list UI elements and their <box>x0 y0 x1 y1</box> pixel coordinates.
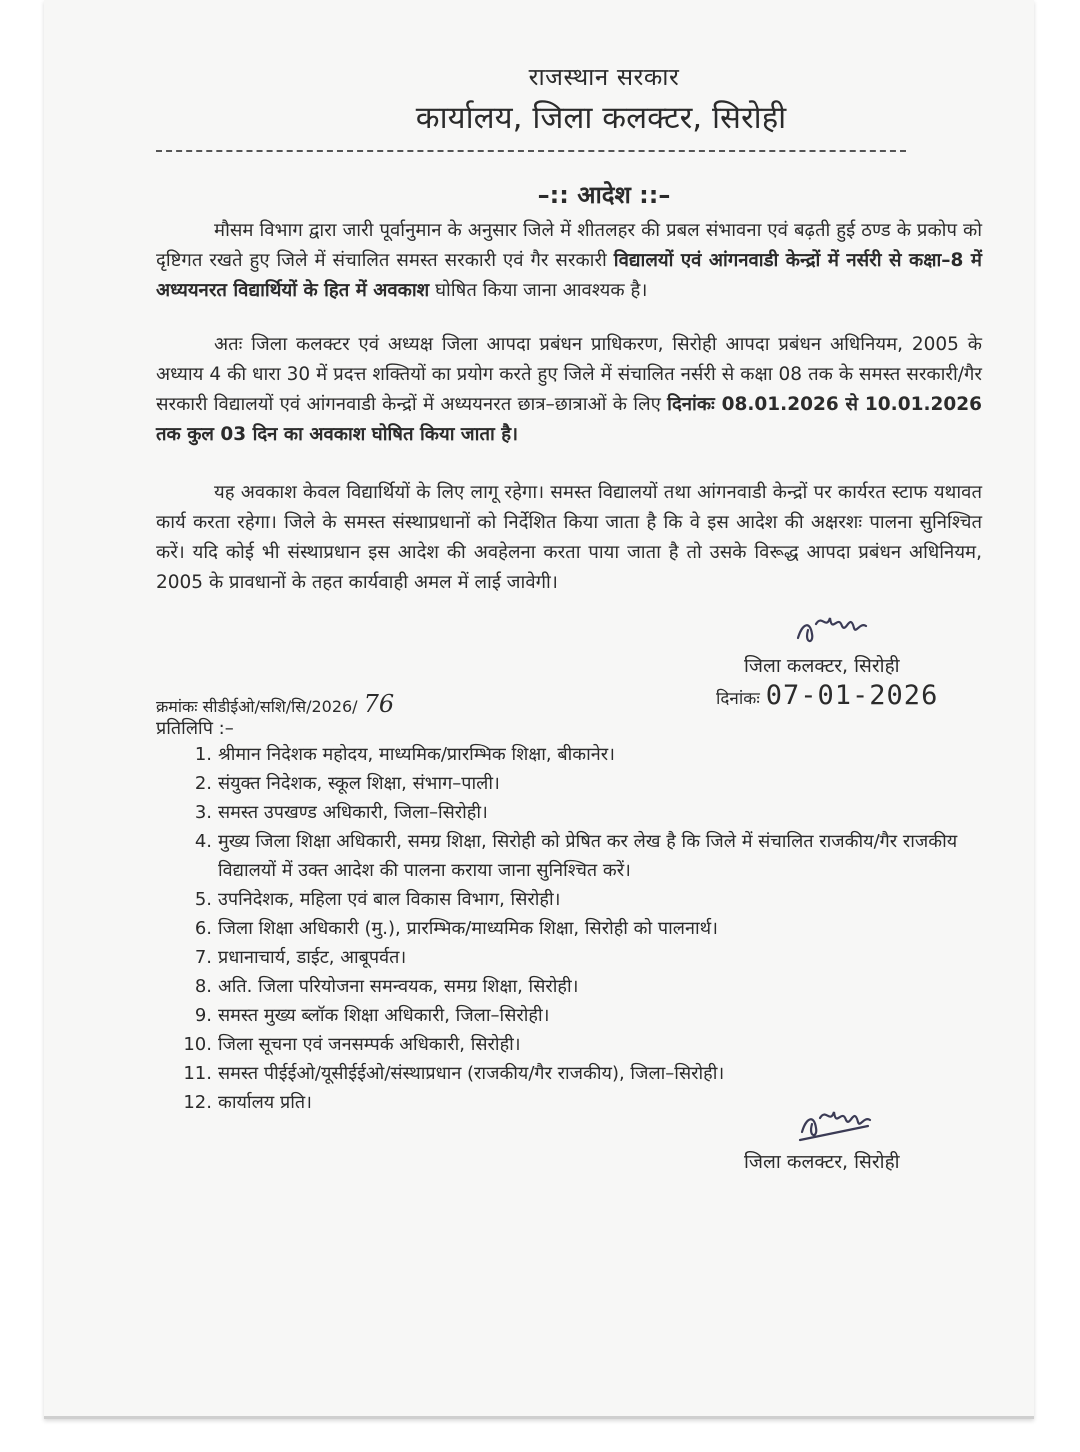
collector-designation: जिला कलक्टर, सिरोही <box>744 655 900 677</box>
order-paragraph-3: यह अवकाश केवल विद्यार्थियों के लिए लागू रहेगा। समस्त विद्यालयों तथा आंगनवाडी केन्द्रों पर कार्यरत स्टाफ यथावत कार्य करता रहेगा। जिले के समस्त संस्थाप्रधानों को निर्देशित किया जाता है कि वे इस आदेश की अक्षरशः पालना सुनिश्चित करें। यदि कोई भी संस्थाप्रधान इस आदेश की अवहेलना करता पाया जाता है तो उसके विरूद्ध आपदा प्रबंधन अधिनियम, 2005 के प्रावधानों के तहत कार्यवाही अमल में लाई जावेगी। <box>156 482 982 593</box>
list-item <box>172 769 992 798</box>
list-item <box>172 1001 992 1030</box>
item-number: 5. <box>194 889 212 910</box>
order-paragraph-1 <box>156 216 982 306</box>
date-label: दिनांकः <box>716 689 760 709</box>
item-text: मुख्य जिला शिक्षा अधिकारी, समग्र शिक्षा, सिरोही को प्रेषित कर लेख है कि जिले में संचालित राजकीय/गैर राजकीय विद्यालयों में उक्त आदेश की पालना कराया जाना सुनिश्चित करें। <box>218 831 958 881</box>
copy-to-label: प्रतिलिपि :– <box>156 718 234 739</box>
signature-mark <box>796 1098 876 1142</box>
list-item <box>172 740 992 769</box>
item-text: कार्यालय प्रति। <box>218 1092 312 1113</box>
collector-designation-2: जिला कलक्टर, सिरोही <box>744 1151 900 1173</box>
list-item <box>172 827 992 885</box>
item-number: 1. <box>194 744 212 765</box>
list-item <box>172 943 992 972</box>
reference-label: क्रमांकः सीडीईओ/सशि/सि/2026/ <box>156 697 358 716</box>
item-number: 11. <box>183 1063 212 1084</box>
item-text: उपनिदेशक, महिला एवं बाल विकास विभाग, सिरोही। <box>218 889 561 910</box>
item-number: 9. <box>194 1005 212 1026</box>
para1-text: मौसम विभाग द्वारा जारी पूर्वानुमान के अनुसार जिले में शीतलहर की प्रबल संभावना एवं बढ़ती हुई ठण्ड के प्रकोप को दृष्टिगत रखते हुए जिले में संचालित समस्त सरकारी एवं गैर सरकारी <box>156 220 982 271</box>
item-text: अति. जिला परियोजना समन्वयक, समग्र शिक्षा, सिरोही। <box>218 976 579 997</box>
reference-number <box>156 690 394 718</box>
item-text: जिला सूचना एवं जनसम्पर्क अधिकारी, सिरोही। <box>218 1034 521 1055</box>
item-number: 7. <box>194 947 212 968</box>
para1-end-text: घोषित किया जाना आवश्यक है। <box>435 280 648 301</box>
list-item <box>172 798 992 827</box>
item-text: श्रीमान निदेशक महोदय, माध्यमिक/प्रारम्भिक शिक्षा, बीकानेर। <box>218 744 615 765</box>
date-value: 07-01-2026 <box>765 680 939 711</box>
copy-to-list <box>172 740 992 1117</box>
signature-mark <box>792 604 872 648</box>
item-number: 12. <box>183 1092 212 1113</box>
item-text: प्रधानाचार्य, डाईट, आबूपर्वत। <box>218 947 407 968</box>
reference-handwritten-number: 76 <box>363 690 395 718</box>
item-text: समस्त उपखण्ड अधिकारी, जिला–सिरोही। <box>218 802 488 823</box>
item-number: 3. <box>194 802 212 823</box>
order-paragraph-2 <box>156 330 982 450</box>
list-item <box>172 1030 992 1059</box>
item-number: 4. <box>194 831 212 852</box>
list-item <box>172 885 992 914</box>
item-text: समस्त पीईईओ/यूसीईईओ/संस्थाप्रधान (राजकीय/गैर राजकीय), जिला–सिरोही। <box>218 1063 725 1084</box>
list-item <box>172 914 992 943</box>
item-text: जिला शिक्षा अधिकारी (मु.), प्रारम्भिक/माध्यमिक शिक्षा, सिरोही को पालनार्थ। <box>218 918 718 939</box>
item-text: संयुक्त निदेशक, स्कूल शिक्षा, संभाग–पाली। <box>218 773 500 794</box>
office-heading: कार्यालय, जिला कलक्टर, सिरोही <box>415 100 787 136</box>
government-heading: राजस्थान सरकार <box>528 63 680 91</box>
list-item <box>172 1059 992 1088</box>
para2-bold-text: दिनांकः 08.01.2026 से 10.01.2026 तक कुल 03 दिन का अवकाश घोषित किया जाता है। <box>156 394 982 445</box>
header-divider <box>156 150 906 152</box>
list-item <box>172 972 992 1001</box>
item-number: 2. <box>194 773 212 794</box>
item-text: समस्त मुख्य ब्लॉक शिक्षा अधिकारी, जिला–सिरोही। <box>218 1005 550 1026</box>
document-page <box>44 0 1034 1419</box>
order-date <box>716 680 938 711</box>
para1-bold-text: विद्यालयों एवं आंगनवाडी केन्द्रों में नर्सरी से कक्षा–8 में अध्ययनरत विद्यार्थियों के हित में अवकाश <box>156 250 982 301</box>
order-title: –:: आदेश ::– <box>537 181 671 209</box>
item-number: 6. <box>194 918 212 939</box>
item-number: 10. <box>183 1034 212 1055</box>
para2-text: अतः जिला कलक्टर एवं अध्यक्ष जिला आपदा प्रबंधन प्राधिकरण, सिरोही आपदा प्रबंधन अधिनियम, 2005 के अध्याय 4 की धारा 30 में प्रदत्त शक्तियों का प्रयोग करते हुए जिले में संचालित नर्सरी से कक्षा 08 तक के समस्त सरकारी/गैर सरकारी विद्यालयों एवं आंगनवाडी केन्द्रों में अध्ययनरत छात्र–छात्राओं के लिए <box>156 334 982 415</box>
item-number: 8. <box>194 976 212 997</box>
